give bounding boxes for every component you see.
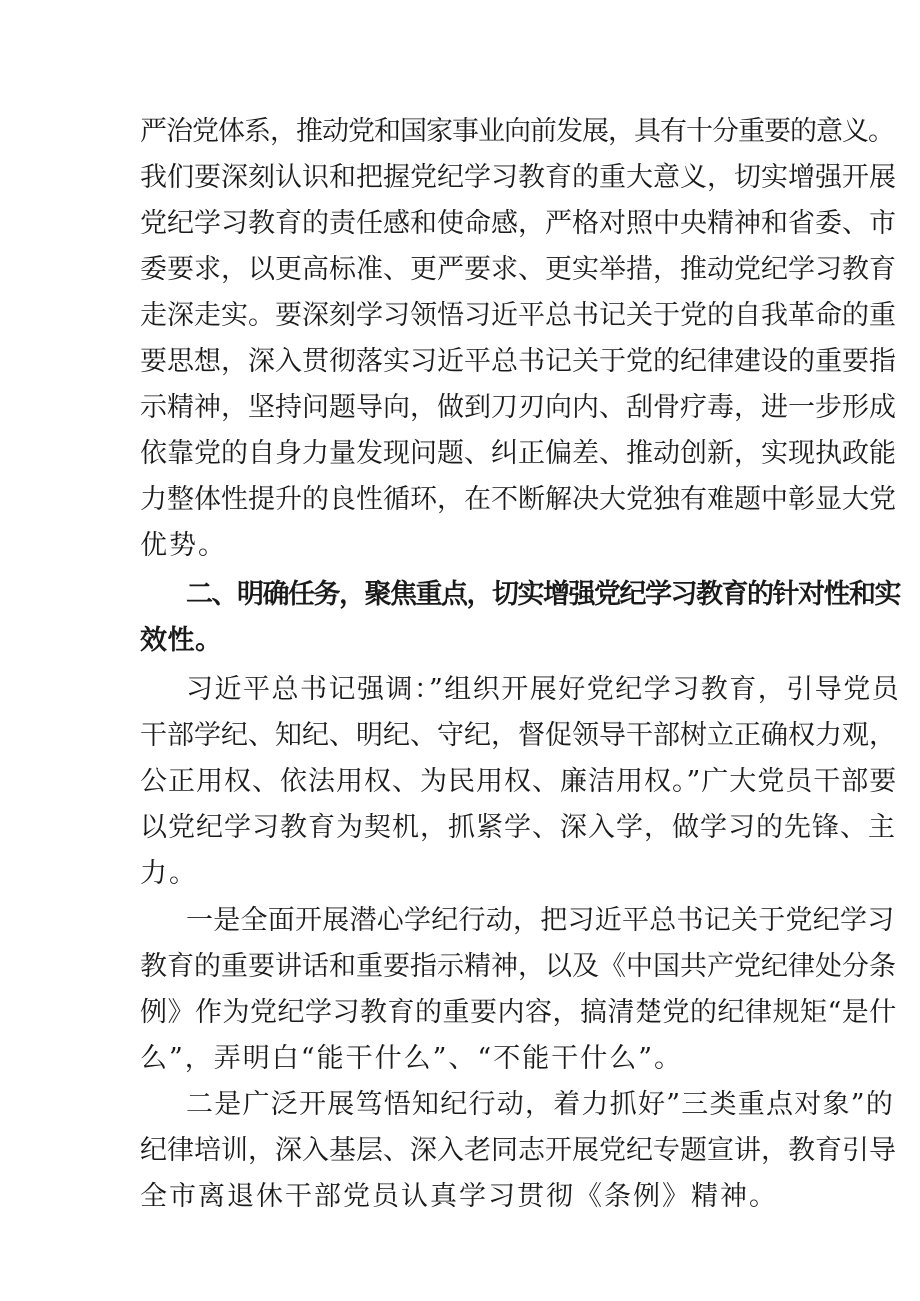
paragraph-line: 以党纪学习教育为契机，抓紧学、深入学，做学习的先锋、主: [140, 812, 896, 843]
paragraph-line: 走深走实。要深刻学习领悟习近平总书记关于党的自我革命的重: [140, 300, 896, 331]
paragraph-line: 例》作为党纪学习教育的重要内容，搞清楚党的纪律规矩“是什: [140, 997, 897, 1028]
heading-line: 效性。: [140, 625, 223, 656]
paragraph-line: 教育的重要讲话和重要指示精神，以及《中国共产党纪律处分条: [140, 951, 896, 982]
paragraph-line: 一是全面开展潜心学纪行动，把习近平总书记关于党纪学习: [186, 905, 895, 936]
paragraph-line: 党纪学习教育的责任感和使命感，严格对照中央精神和省委、市: [140, 208, 896, 239]
paragraph-line: 依靠党的自身力量发现问题、纠正偏差、推动创新，实现执政能: [140, 438, 896, 469]
paragraph-line: 示精神，坚持问题导向，做到刀刃向内、刮骨疗毒，进一步形成: [140, 392, 896, 423]
paragraph-line: 习近平总书记强调：”组织开展好党纪学习教育，引导党员: [186, 674, 901, 705]
paragraph-line: 二是广泛开展笃悟知纪行动，着力抓好”三类重点对象”的: [186, 1089, 895, 1120]
heading-line: 二、明确任务，聚焦重点，切实增强党纪学习教育的针对性和实: [186, 579, 900, 610]
paragraph-line: 干部学纪、知纪、明纪、守纪，督促领导干部树立正确权力观，: [140, 720, 896, 751]
paragraph-line: 全市离退休干部党员认真学习贯彻《条例》精神。: [140, 1181, 778, 1212]
paragraph-line: 委要求，以更高标准、更严要求、更实举措，推动党纪学习教育: [140, 254, 896, 285]
paragraph-line: 力整体性提升的良性循环，在不断解决大党独有难题中彰显大党: [140, 484, 896, 515]
paragraph-line: 力。: [140, 858, 198, 889]
paragraph-line: 要思想，深入贯彻落实习近平总书记关于党的纪律建设的重要指: [140, 346, 896, 377]
paragraph-line: 公正用权、依法用权、为民用权、廉洁用权。”广大党员干部要: [140, 766, 898, 797]
paragraph-line: 么”，弄明白“能干什么”、“不能干什么”。: [140, 1043, 684, 1074]
paragraph-line: 纪律培训，深入基层、深入老同志开展党纪专题宣讲，教育引导: [140, 1135, 896, 1166]
paragraph-line: 优势。: [140, 530, 227, 561]
paragraph-line: 严治党体系，推动党和国家事业向前发展，具有十分重要的意义。: [140, 116, 894, 147]
paragraph-line: 我们要深刻认识和把握党纪学习教育的重大意义，切实增强开展: [140, 162, 896, 193]
